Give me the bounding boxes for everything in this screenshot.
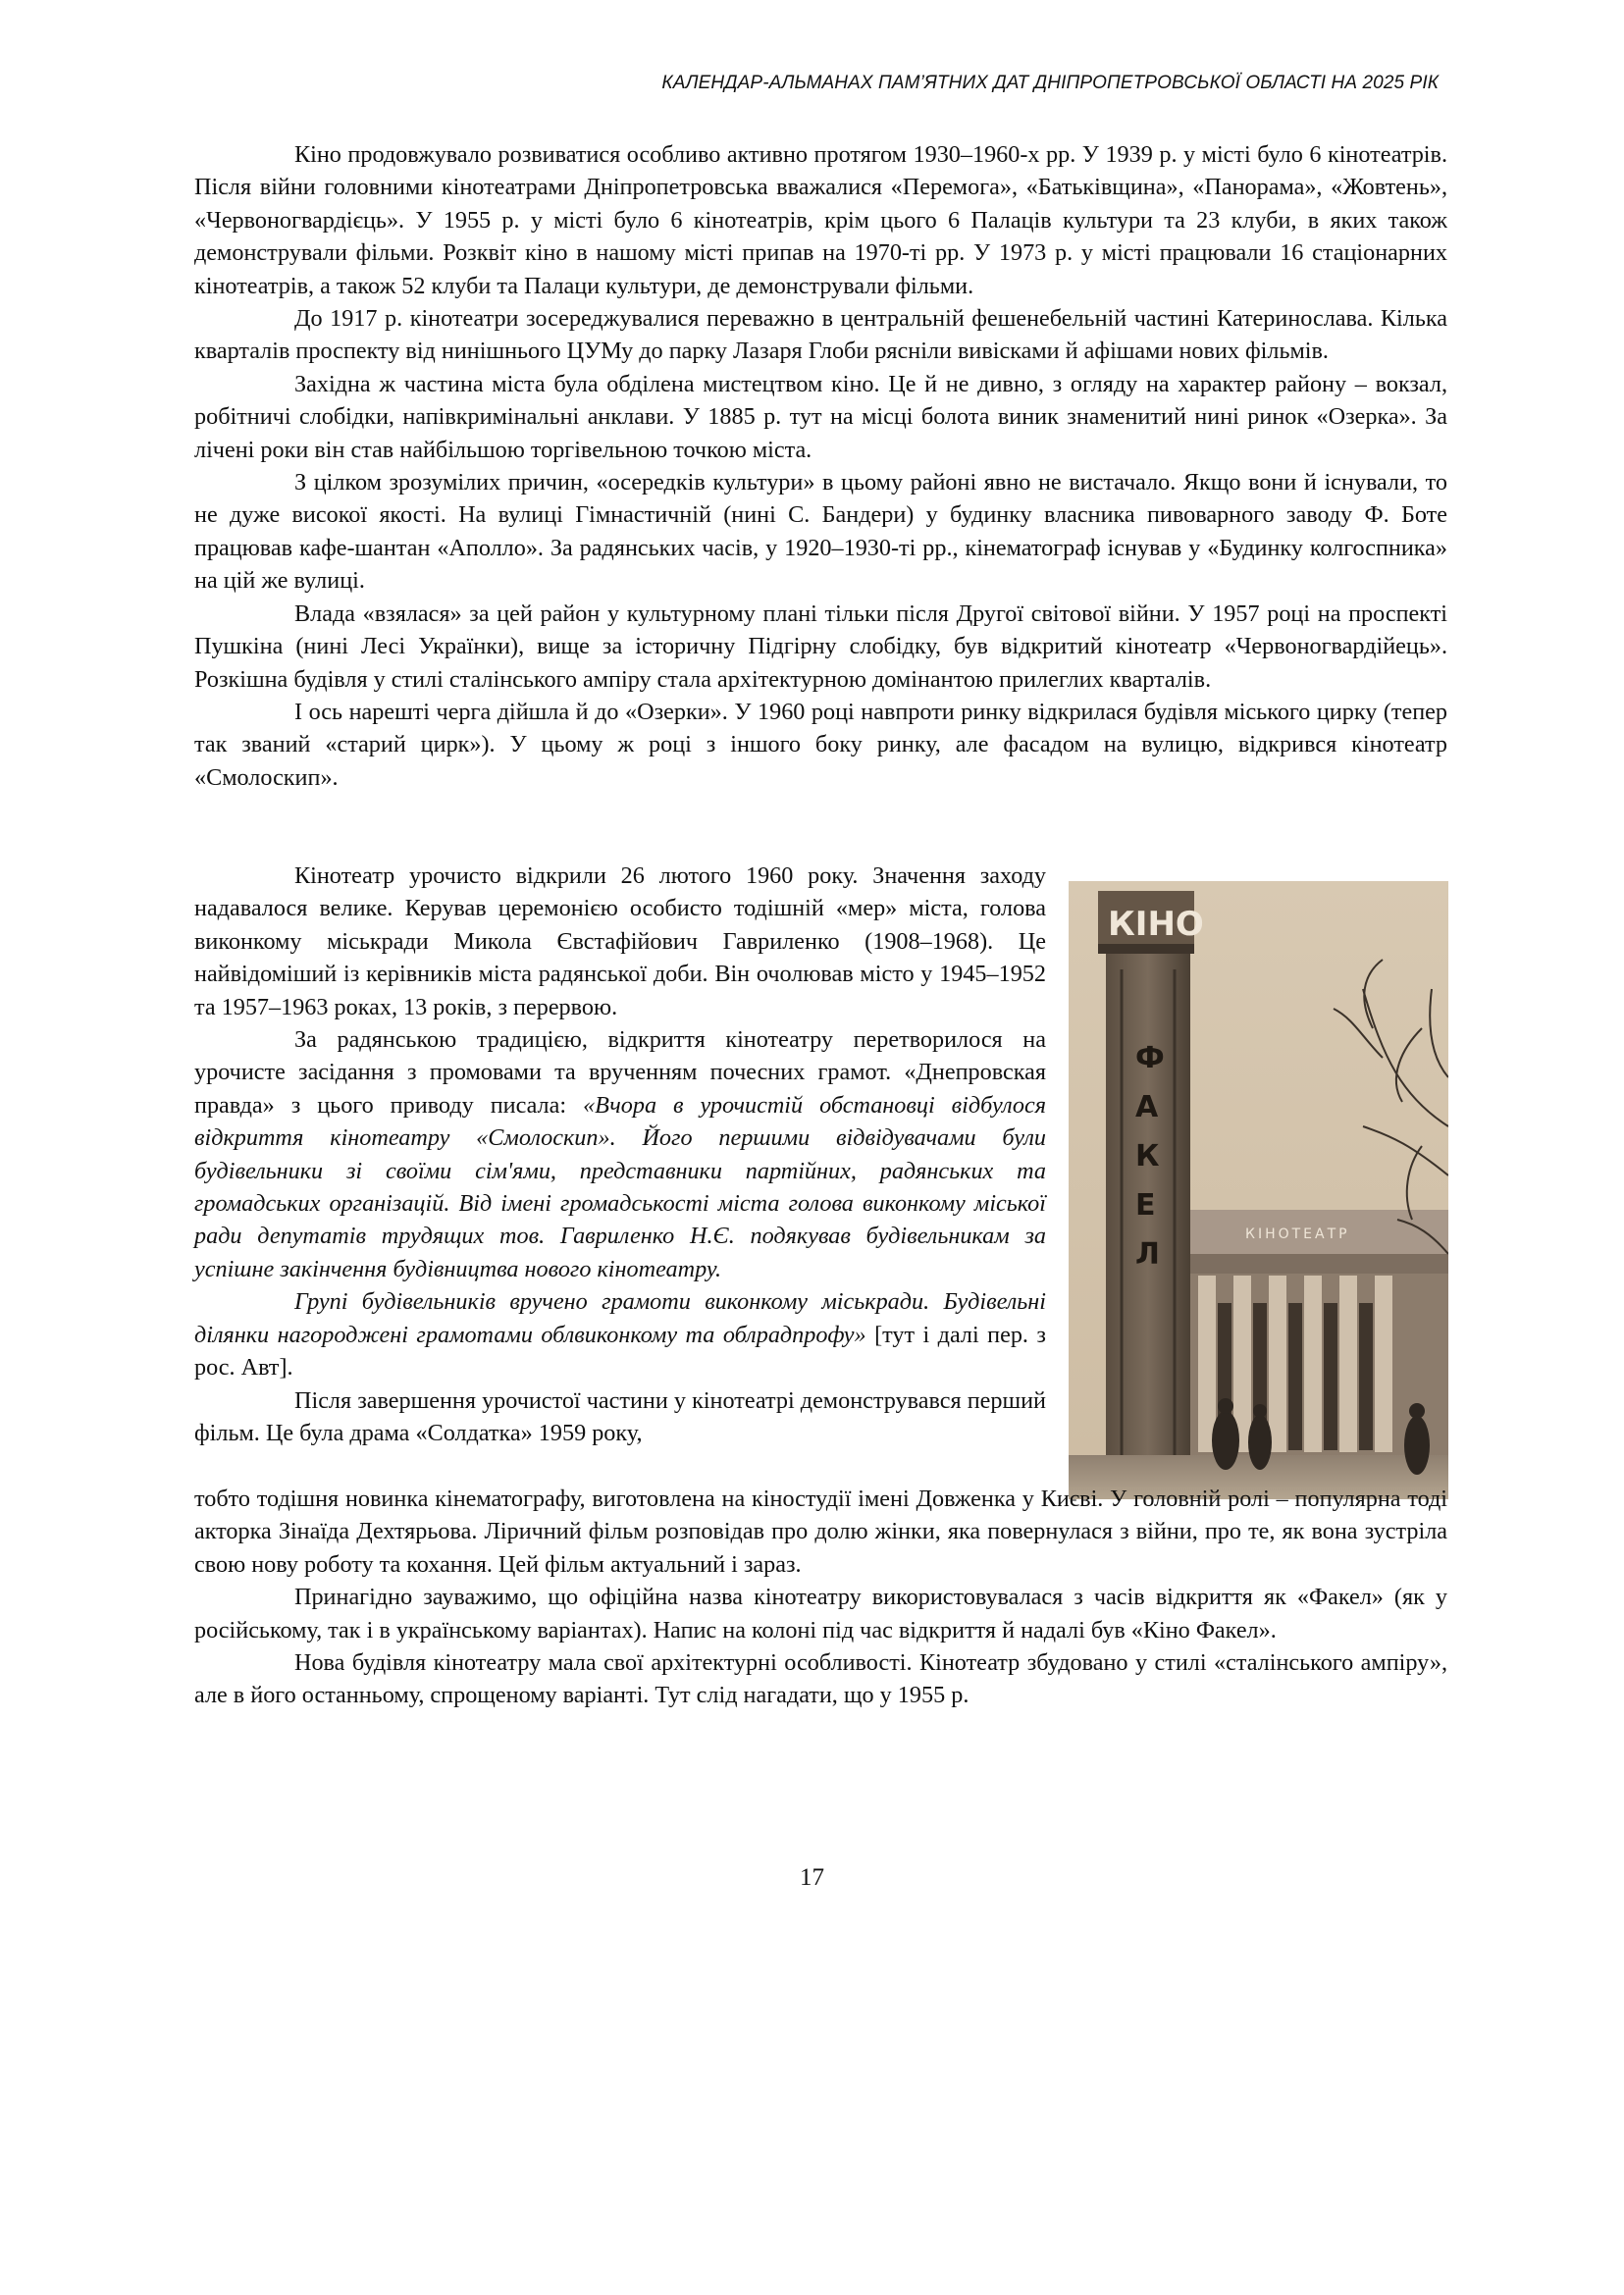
paragraph: До 1917 р. кінотеатри зосереджувалися переважно в центральній фешенебельній частині Катеринослава. Кілька кварталів проспекту від нинішнього ЦУМу до парку Лазаря Глоби рясніли вивісками й афішами нових фільмів. [194,305,1447,365]
paragraph: Нова будівля кінотеатру мала свої архітектурні особливості. Кінотеатр збудовано у стилі «сталінського ампіру», але в його останньому, спрощеному варіанті. Тут слід нагадати, що у 1955 р. [194,1649,1447,1709]
running-header: КАЛЕНДАР-АЛЬМАНАХ ПАМ’ЯТНИХ ДАТ ДНІПРОПЕТРОВСЬКОЇ ОБЛАСТІ НА 2025 РІК [661,73,1439,93]
newspaper-quote: «Вчора в урочистій обстановці відбулося відкриття кінотеатру «Смолоскип». Його першими відвідувачами були будівельники зі своїми сім'ями, представники партійних, радянських та громадських організацій. Від імені громадськості міста голова виконкому міської ради депутатів трудящих тов. Гавриленко Н.Є. подякував будівельникам за успішне закінчення будівництва нового кінотеатру. [194,1091,1046,1282]
paragraph-quote-intro [194,1023,1046,1285]
column-sign-fakel: Ф А К Е Л [1135,1041,1165,1272]
paragraph-quote-end [194,1285,1046,1383]
newspaper-quote: Групі будівельників вручено грамоти виконкому міськради. Будівельні ділянки нагороджені грамотами облвиконкому та облрадпрофу» [194,1288,1046,1348]
facade-sign-text: КІНОТЕАТР [1245,1226,1350,1242]
paragraph-text: За радянською традицією, відкриття кінотеатру перетворилося на урочисте засідання з промовами та врученням почесних грамот. «Днепровская правда» з цього приводу писала: [194,1026,1046,1119]
page-number: 17 [800,1864,824,1891]
body-text-top [194,138,1447,794]
tower-sign-kino: КІНО [1108,905,1204,944]
paragraph-continuation: тобто тодішня новинка кінематографу, виготовлена на кіностудії імені Довженка у Києві. У головній ролі – популярна тоді акторка Зінаїда Дехтярьова. Ліричний фільм розповідав про долю жінки, яка повернулася з війни, про те, як вона зустріла свою нову роботу та кохання. Цей фільм актуальний і зараз. [194,1486,1447,1578]
cinema-photo [1069,881,1448,1499]
body-text-side [194,860,1046,1449]
paragraph: Західна ж частина міста була обділена мистецтвом кіно. Це й не дивно, з огляду на характер району – вокзал, робітничі слобідки, напівкримінальні анклави. У 1885 р. тут на місці болота виник знаменитий нині ринок «Озерка». За лічені роки він став найбільшою торгівельною точкою міста. [194,370,1447,463]
paragraph: Кіно продовжувало розвиватися особливо активно протягом 1930–1960-х рр. У 1939 р. у місті було 6 кінотеатрів. Після війни головними кінотеатрами Дніпропетровська вважалися «Перемога», «Батьківщина», «Панорама», «Жовтень», «Червоногвардієць». У 1955 р. у місті було 6 кінотеатрів, крім цього 6 Палаців культури та 23 клуби, в яких також демонстрували фільми. Розквіт кіно в нашому місті припав на 1970-ті рр. У 1973 р. у місті працювали 16 стаціонарних кінотеатрів, а також 52 клуби та Палаци культури, де демонстрували фільми. [194,141,1447,299]
paragraph: Влада «взялася» за цей район у культурному плані тільки після Другої світової війни. У 1957 році на проспекті Пушкіна (нині Лесі Українки), вище за історичну Підгірну слобідку, був відкритий кінотеатр «Червоногвардійець». Розкішна будівля у стилі сталінського ампіру стала архітектурною домінантою прилеглих кварталів. [194,600,1447,693]
paragraph: Кінотеатр урочисто відкрили 26 лютого 1960 року. Значення заходу надавалося велике. Керував церемонією особисто тодішній «мер» міста, голова виконкому міськради Микола Євстафійович Гавриленко (1908–1968). Це найвідоміший із керівників міста радянської доби. Він очолював місто у 1945–1952 та 1957–1963 роках, 13 років, з перервою. [194,862,1046,1020]
paragraph: Після завершення урочистої частини у кінотеатрі демонструвався перший фільм. Це була драма «Солдатка» 1959 року, [194,1386,1046,1446]
paragraph: З цілком зрозумілих причин, «осередків культури» в цьому районі явно не вистачало. Якщо вони й існували, то не дуже високої якості. На вулиці Гімнастичній (нині С. Бандери) у будинку власника пивоварного заводу Ф. Боте працював кафе-шантан «Аполло». За радянських часів, у 1920–1930-ті рр., кінематограф існував у «Будинку колгоспника» на цій же вулиці. [194,469,1447,595]
paragraph: І ось нарешті черга дійшла й до «Озерки». У 1960 році навпроти ринку відкрилася будівля міського цирку (тепер так званий «старий цирк»). У цьому ж році з іншого боку ринку, але фасадом на вулицю, відкрився кінотеатр «Смолоскип». [194,698,1447,791]
paragraph: Принагідно зауважимо, що офіційна назва кінотеатру використовувалася з часів відкриття як «Факел» (як у російському, так і в українському варіантах). Напис на колоні під час відкриття й надалі був «Кіно Факел». [194,1584,1447,1643]
body-text-bottom [194,1483,1447,1712]
translator-note: [тут і далі пер. з рос. Авт]. [194,1321,1046,1382]
cinema-fakel-photo-image [1069,881,1448,1499]
